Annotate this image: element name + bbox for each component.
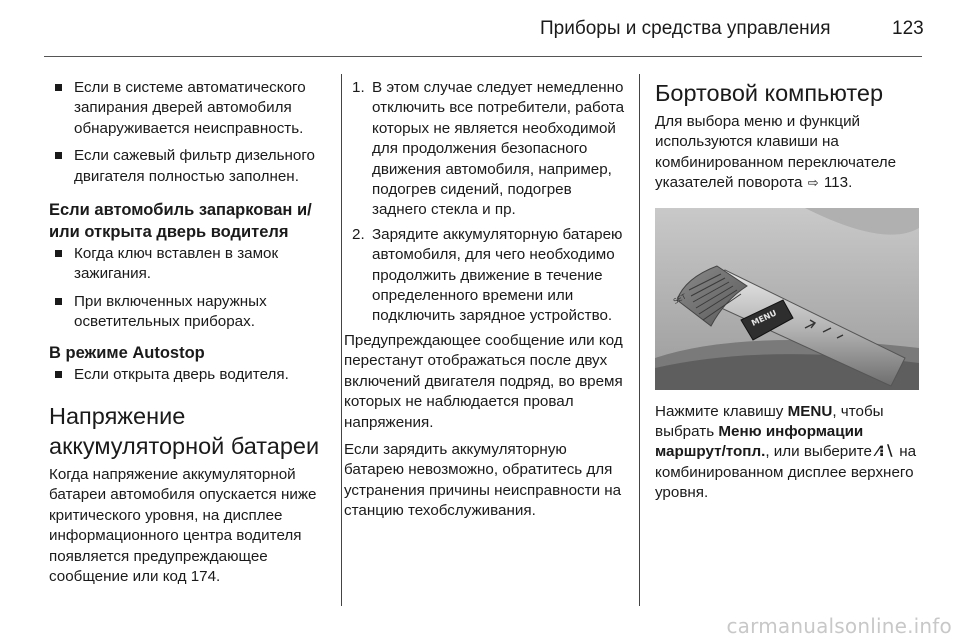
paragraph-intro: [655, 112, 923, 194]
menu-key-label: MENU: [787, 402, 833, 420]
step-text: В этом случае следует немедленно отключить все потребители, работа которых не является необходимой для продолжения безопасного движения автомобиля, например, подогрев сидений, подогрев заднего стекла и пр.: [372, 79, 625, 219]
step-number: 1.: [352, 79, 365, 96]
column-right: [655, 78, 923, 511]
instr-mid: , чтобы выбрать: [655, 402, 884, 441]
paragraph-instruction: [655, 402, 923, 504]
column-middle: [344, 78, 627, 529]
step-text: Зарядите аккумуляторную батарею автомобиля, для чего необходимо продолжить движение в течение определенного времени или подключить зарядное устройство.: [372, 225, 623, 325]
list-item: При включенных наружных осветительных приборах.: [49, 292, 333, 333]
heading-battery-voltage: Напряжение аккумуляторной батареи: [49, 403, 320, 460]
trip-fuel-symbol-icon: ⁄⁝∖: [876, 443, 896, 461]
column-divider-1: [341, 74, 342, 606]
header-rule: [44, 56, 922, 57]
page-number: 123: [892, 18, 924, 39]
step-number: 2.: [352, 225, 365, 243]
paragraph: Предупреждающее сообщение или код перестанут отображаться после двух включений двигателя подряд, во время которых не наблюдается провал напряжения.: [344, 331, 623, 431]
page-reference-icon: ⇨: [807, 175, 819, 191]
heading-onboard-computer: Бортовой компьютер: [655, 80, 884, 106]
subheading-autostop: В режиме Autostop: [49, 343, 205, 362]
instr-or: , или выберите: [765, 443, 872, 461]
list-item: Если в системе автоматического запирания дверей автомобиля обнаруживается неисправность.: [49, 78, 333, 139]
list-item: Когда ключ вставлен в замок зажигания.: [49, 244, 333, 285]
numbered-step: [344, 225, 627, 327]
paragraph-battery-voltage: Когда напряжение аккумуляторной батареи автомобиля опускается ниже критического уровня, на дисплее информационного центра водителя появляется предупреждающее сообщение или код 174.: [49, 466, 317, 586]
list-item: Если открыта дверь водителя.: [49, 365, 333, 385]
subheading-parked: Если автомобиль запаркован и/или открыта дверь водителя: [49, 201, 312, 242]
watermark: carmanualsonline.info: [726, 614, 952, 638]
menu-name: Меню информации маршрут/топл.: [655, 423, 864, 461]
page-reference: 113.: [823, 174, 853, 192]
paragraph: Если зарядить аккумуляторную батарею невозможно, обратитесь для устранения причины неисправности на станцию техобслуживания.: [344, 440, 622, 520]
svg-text:SET: SET: [672, 292, 688, 306]
numbered-step: [344, 78, 627, 221]
intro-text: Для выбора меню и функций используются клавиши на комбинированном переключателе указателей поворота: [655, 113, 897, 192]
instr-suffix: на комбинированном дисплее верхнего уровня.: [655, 443, 917, 502]
turn-signal-stalk-image: [655, 208, 919, 390]
column-left: [49, 78, 333, 595]
svg-text:MENU: MENU: [750, 308, 778, 328]
instr-prefix: Нажмите клавишу: [655, 402, 784, 420]
column-divider-2: [639, 74, 640, 606]
list-item: Если сажевый фильтр дизельного двигателя полностью заполнен.: [49, 146, 333, 187]
page-header-title: Приборы и средства управления: [540, 18, 831, 39]
